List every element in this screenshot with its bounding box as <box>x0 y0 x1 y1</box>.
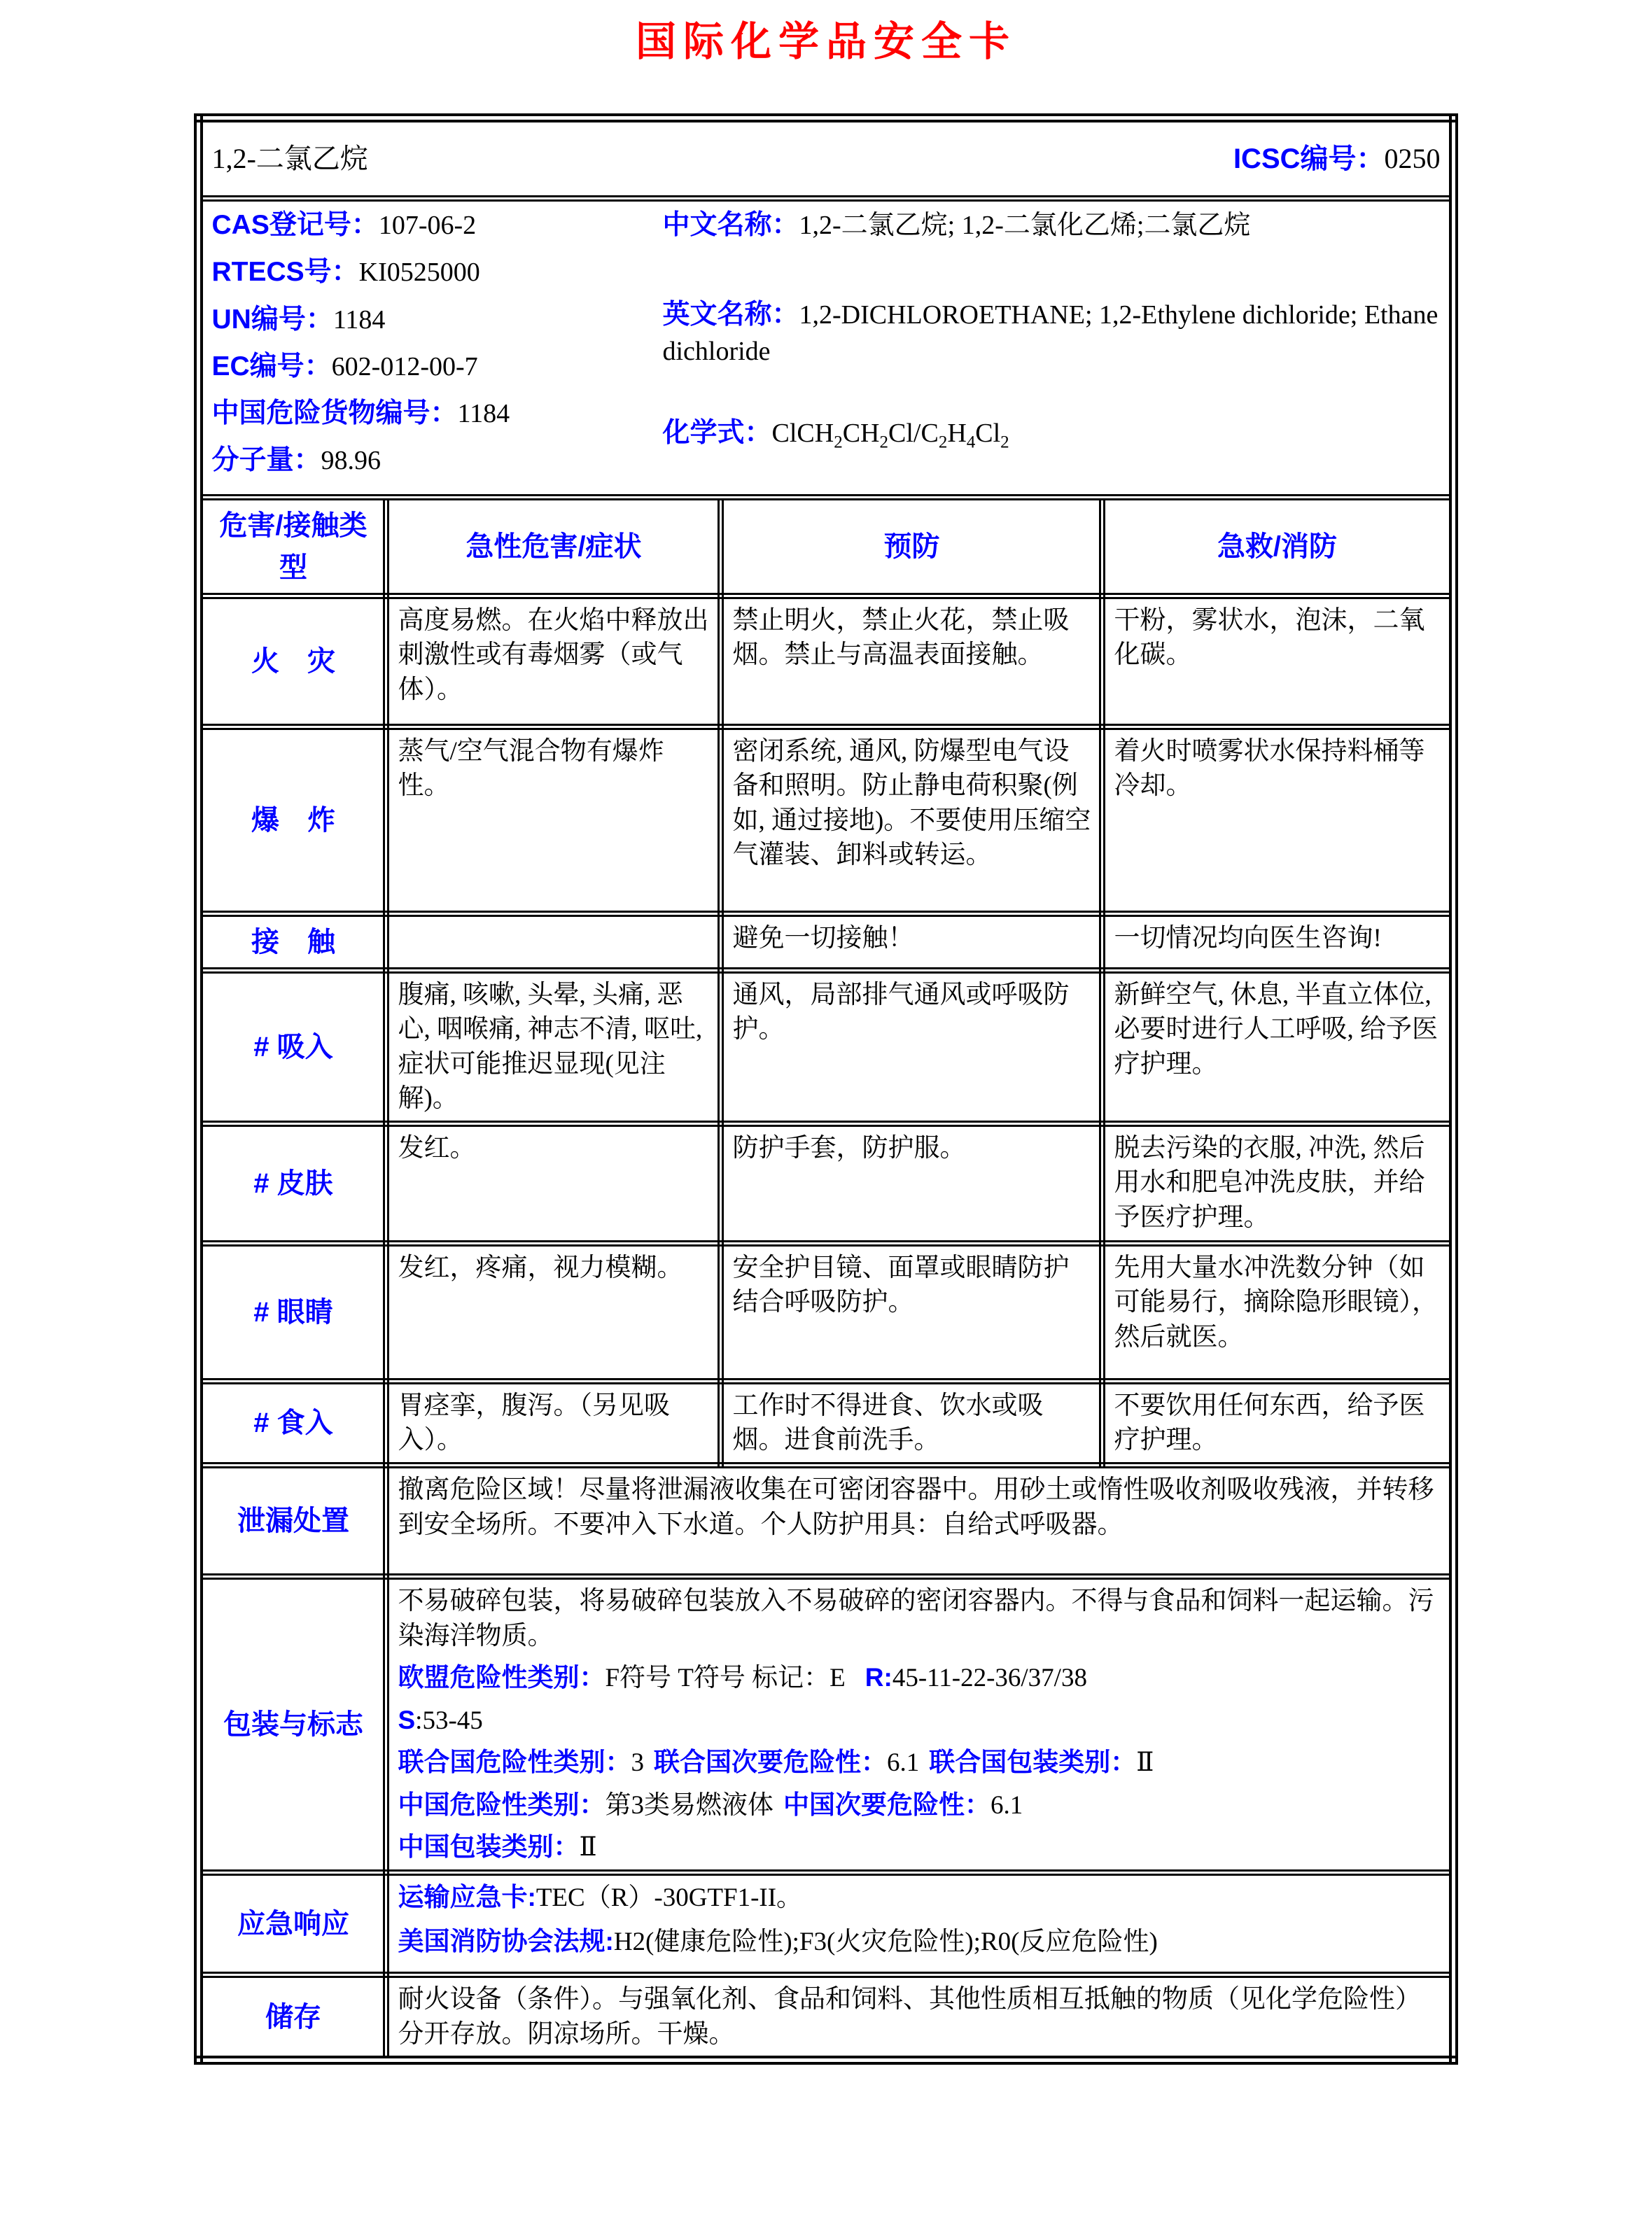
spill-disposal-cell: 撤离危险区域！尽量将泄漏液收集在可密闭容器中。用砂土或惰性吸收剂吸收残液，并转移到安全场所。不要冲入下水道。个人防护用具：自给式呼吸器。 <box>386 1465 1453 1576</box>
s-phrase-line: S:53-45 <box>398 1705 483 1735</box>
icsc-card-table <box>194 113 1457 2065</box>
eyes-prevention-cell: 安全护目镜、面罩或眼睛防护结合呼吸防护。 <box>721 1243 1102 1381</box>
explosion-prevention-cell: 密闭系统, 通风, 防爆型电气设备和照明。防止静电荷积聚(例如, 通过接地)。不要使用压缩空气灌装、卸料或转运。 <box>721 727 1102 913</box>
chemical-formula-line: 化学式：$ClCH_2CH_2Cl/C_2H_4Cl_2$ <box>662 418 1009 452</box>
skin-symptoms-cell: 发红。 <box>386 1123 721 1243</box>
table-row-fire <box>199 596 1453 727</box>
column-header-prevention: 预防 <box>721 497 1102 596</box>
row-label-inhalation: # 吸入 <box>199 970 386 1123</box>
row-label-emergency-response: 应急响应 <box>199 1873 386 1975</box>
contact-prevention-cell: 避免一切接触！ <box>721 913 1102 970</box>
rtecs-number: RTECS号：KI0525000 <box>211 257 480 288</box>
column-header-symptoms: 急性危害/症状 <box>386 497 721 596</box>
table-row-eyes <box>199 1243 1453 1381</box>
column-header-hazard-type: 危害/接触类型 <box>199 497 386 596</box>
table-row-ingestion <box>199 1381 1453 1465</box>
row-label-eyes: # 眼睛 <box>199 1243 386 1381</box>
fire-firstaid-cell: 干粉，雾状水，泡沫，二氧化碳。 <box>1102 596 1453 727</box>
nfpa-line: 美国消防协会法规:H2(健康危险性);F3(火灾危险性);R0(反应危险性) <box>398 1926 1158 1956</box>
explosion-firstaid-cell: 着火时喷雾状水保持料桶等冷却。 <box>1102 727 1453 913</box>
tec-line: 运输应急卡:TEC（R）-30GTF1-II。 <box>398 1883 803 1913</box>
inhalation-symptoms-cell: 腹痛, 咳嗽, 头晕, 头痛, 恶心, 咽喉痛, 神志不清, 呕吐, 症状可能推迟显现(见注解)。 <box>386 970 721 1123</box>
molecular-weight: 分子量：98.96 <box>211 445 381 476</box>
chemical-name: 1,2-二氯乙烷 <box>211 143 368 175</box>
row-label-ingestion: # 食入 <box>199 1381 386 1465</box>
table-row-emergency-response <box>199 1873 1453 1975</box>
column-header-firstaid: 急救/消防 <box>1102 497 1453 596</box>
name-row <box>199 118 1453 199</box>
table-row-contact <box>199 913 1453 970</box>
ec-number: EC编号：602-012-00-7 <box>211 351 478 381</box>
inhalation-firstaid-cell: 新鲜空气, 休息, 半直立体位, 必要时进行人工呼吸, 给予医疗护理。 <box>1102 970 1453 1123</box>
skin-prevention-cell: 防护手套，防护服。 <box>721 1123 1102 1243</box>
chinese-name: 中文名称：1,2-二氯乙烷; 1,2-二氯化乙烯;二氯乙烷 <box>662 210 1251 240</box>
skin-firstaid-cell: 脱去污染的衣服, 冲洗, 然后用水和肥皂冲洗皮肤，并给予医疗护理。 <box>1102 1123 1453 1243</box>
fire-symptoms-cell: 高度易燃。在火焰中释放出刺激性或有毒烟雾（或气体）。 <box>386 596 721 727</box>
eyes-symptoms-cell: 发红，疼痛，视力模糊。 <box>386 1243 721 1381</box>
row-label-spill-disposal: 泄漏处置 <box>199 1465 386 1576</box>
row-label-fire: 火 灾 <box>199 596 386 727</box>
cas-number: CAS登记号：107-06-2 <box>211 210 477 240</box>
table-row-storage <box>199 1975 1453 2061</box>
explosion-symptoms-cell: 蒸气/空气混合物有爆炸性。 <box>386 727 721 913</box>
table-row-explosion <box>199 727 1453 913</box>
row-label-storage: 储存 <box>199 1975 386 2061</box>
icsc-number-value: 0250 <box>1384 142 1441 174</box>
table-row-packaging <box>199 1576 1453 1872</box>
packaging-intro: 不易破碎包装，将易破碎包装放入不易破碎的密闭容器内。不得与食品和饲料一起运输。污染海洋物质。 <box>398 1586 1434 1650</box>
icsc-number <box>1233 140 1441 178</box>
eu-hazard-class-line: 欧盟危险性类别：F符号 T符号 标记：E R:45-11-22-36/37/38 <box>398 1663 1087 1693</box>
ingestion-prevention-cell: 工作时不得进食、饮水或吸烟。进食前洗手。 <box>721 1381 1102 1465</box>
hazard-header-row <box>199 497 1453 596</box>
ingestion-firstaid-cell: 不要饮用任何东西，给予医疗护理。 <box>1102 1381 1453 1465</box>
table-row-inhalation <box>199 970 1453 1123</box>
chemical-formula: $ClCH_2CH_2Cl/C_2H_4Cl_2$ <box>771 419 1009 452</box>
cn-pack-line: 中国包装类别：Ⅱ <box>398 1832 597 1862</box>
page-title: 国际化学品安全卡 <box>635 17 1016 65</box>
fire-prevention-cell: 禁止明火，禁止火花，禁止吸烟。禁止与高温表面接触。 <box>721 596 1102 727</box>
packaging-cell <box>386 1576 1453 1872</box>
name-list <box>652 206 1440 490</box>
emergency-response-cell <box>386 1873 1453 1975</box>
english-name: 英文名称：1,2-DICHLOROETHANE; 1,2-Ethylene dichloride; Ethane dichloride <box>662 300 1438 366</box>
eyes-firstaid-cell: 先用大量水冲洗数分钟（如可能易行，摘除隐形眼镜），然后就医。 <box>1102 1243 1453 1381</box>
row-label-packaging: 包装与标志 <box>199 1576 386 1872</box>
contact-firstaid-cell: 一切情况均向医生咨询! <box>1102 913 1453 970</box>
ingestion-symptoms-cell: 胃痉挛，腹泻。（另见吸入）。 <box>386 1381 721 1465</box>
storage-cell: 耐火设备（条件）。与强氧化剂、食品和饲料、其他性质相互抵触的物质（见化学危险性）分开存放。阴凉场所。干燥。 <box>386 1975 1453 2061</box>
un-class-line: 联合国危险性类别：3 联合国次要危险性：6.1 联合国包装类别：Ⅱ <box>398 1748 1154 1778</box>
china-dangerous-goods-number: 中国危险货物编号：1184 <box>211 398 510 428</box>
un-number: UN编号：1184 <box>211 304 386 335</box>
contact-symptoms-cell <box>386 913 721 970</box>
table-row-skin <box>199 1123 1453 1243</box>
table-row-spill-disposal <box>199 1465 1453 1576</box>
row-label-skin: # 皮肤 <box>199 1123 386 1243</box>
row-label-explosion: 爆 炸 <box>199 727 386 913</box>
inhalation-prevention-cell: 通风，局部排气通风或呼吸防护。 <box>721 970 1102 1123</box>
identifier-list <box>211 206 652 490</box>
icsc-number-label: ICSC编号： <box>1233 143 1385 174</box>
cn-class-line: 中国危险性类别：第3类易燃液体 中国次要危险性：6.1 <box>398 1790 1023 1820</box>
identifiers-row <box>199 199 1453 498</box>
row-label-contact: 接 触 <box>199 913 386 970</box>
